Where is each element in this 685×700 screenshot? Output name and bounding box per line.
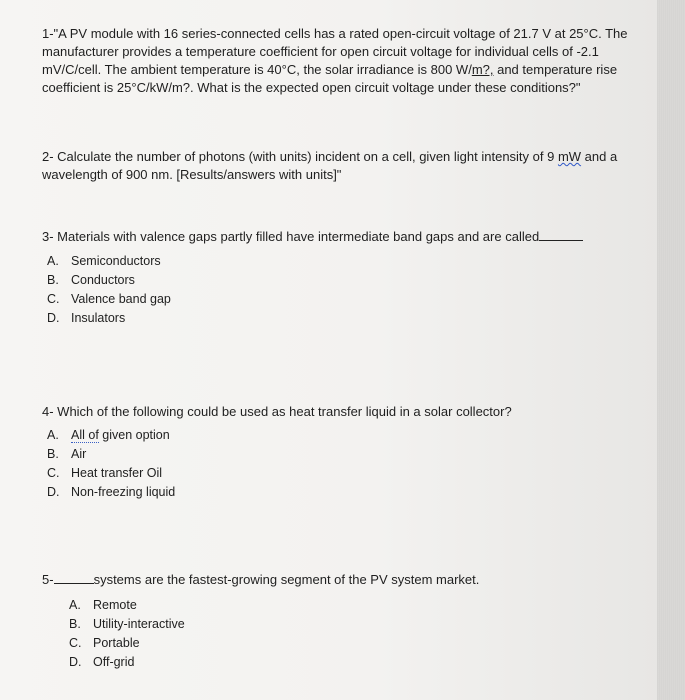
question-1-text-a: 1-"A PV module with 16 series-connected cells has a rated open-circuit voltage of 21.7 V at 25°C. The manufacturer provides a temperature coefficient for open circuit voltage for individual cells of -2.1 mV/C/cell. The ambient temperature is 40°C, the solar irradiance is 800 W/ xyxy=(42,26,628,77)
option-3a[interactable] xyxy=(47,252,171,271)
question-5 xyxy=(42,571,652,589)
question-2 xyxy=(42,148,652,184)
option-letter: B. xyxy=(47,447,59,461)
option-letter: A. xyxy=(47,254,59,268)
question-1-unit: m?, xyxy=(471,62,494,77)
option-letter: C. xyxy=(69,636,82,650)
option-text: Heat transfer Oil xyxy=(71,466,163,480)
option-4b[interactable] xyxy=(47,445,175,464)
question-4-options xyxy=(47,426,175,502)
option-letter: D. xyxy=(47,311,60,325)
option-5d[interactable] xyxy=(69,653,185,672)
option-text-marked: All of xyxy=(71,428,99,442)
question-3-options xyxy=(47,252,171,328)
question-2-text-a: 2- Calculate the number of photons (with units) incident on a cell, given light intensity of 9 xyxy=(42,149,558,164)
question-5-prefix: 5- xyxy=(42,572,54,587)
page-edge-shadow xyxy=(657,0,685,700)
question-1 xyxy=(42,25,652,97)
option-text: given option xyxy=(98,428,170,442)
option-4d[interactable] xyxy=(47,483,175,502)
option-text: Semiconductors xyxy=(71,254,161,268)
option-4c[interactable] xyxy=(47,464,175,483)
option-5a[interactable] xyxy=(69,596,185,615)
question-4 xyxy=(42,403,652,421)
question-4-stem: 4- Which of the following could be used as heat transfer liquid in a solar collector? xyxy=(42,404,512,419)
option-text: Remote xyxy=(93,598,137,612)
option-letter: D. xyxy=(69,655,82,669)
option-5c[interactable] xyxy=(69,634,185,653)
option-letter: A. xyxy=(47,428,59,442)
option-letter: B. xyxy=(69,617,81,631)
question-5-options xyxy=(69,596,185,672)
option-text: Valence band gap xyxy=(71,292,171,306)
question-5-blank xyxy=(54,571,94,584)
option-3c[interactable] xyxy=(47,290,171,309)
option-3d[interactable] xyxy=(47,309,171,328)
option-text: Off-grid xyxy=(93,655,135,669)
question-2-text-b: and a wavelength of 900 nm. [Results/answers with units]" xyxy=(42,149,618,182)
option-text: Insulators xyxy=(71,311,126,325)
option-4a[interactable] xyxy=(47,426,175,445)
option-text: Utility-interactive xyxy=(93,617,185,631)
question-1-text-b: and temperature rise coefficient is 25°C/kW/m?. What is the expected open circuit voltage under these conditions?" xyxy=(42,62,618,95)
question-3 xyxy=(42,228,652,246)
question-3-blank xyxy=(539,228,583,241)
question-5-stem: systems are the fastest-growing segment of the PV system market. xyxy=(93,572,480,587)
question-2-unit: mW xyxy=(557,149,582,164)
option-text: Non-freezing liquid xyxy=(71,485,176,499)
option-letter: B. xyxy=(47,273,59,287)
option-text: Conductors xyxy=(71,273,135,287)
option-text: Portable xyxy=(93,636,140,650)
option-text: Air xyxy=(71,447,87,461)
option-letter: A. xyxy=(69,598,81,612)
option-letter: D. xyxy=(47,485,60,499)
option-3b[interactable] xyxy=(47,271,171,290)
question-3-stem: 3- Materials with valence gaps partly filled have intermediate band gaps and are called xyxy=(42,229,540,244)
option-letter: C. xyxy=(47,466,60,480)
option-5b[interactable] xyxy=(69,615,185,634)
option-letter: C. xyxy=(47,292,60,306)
